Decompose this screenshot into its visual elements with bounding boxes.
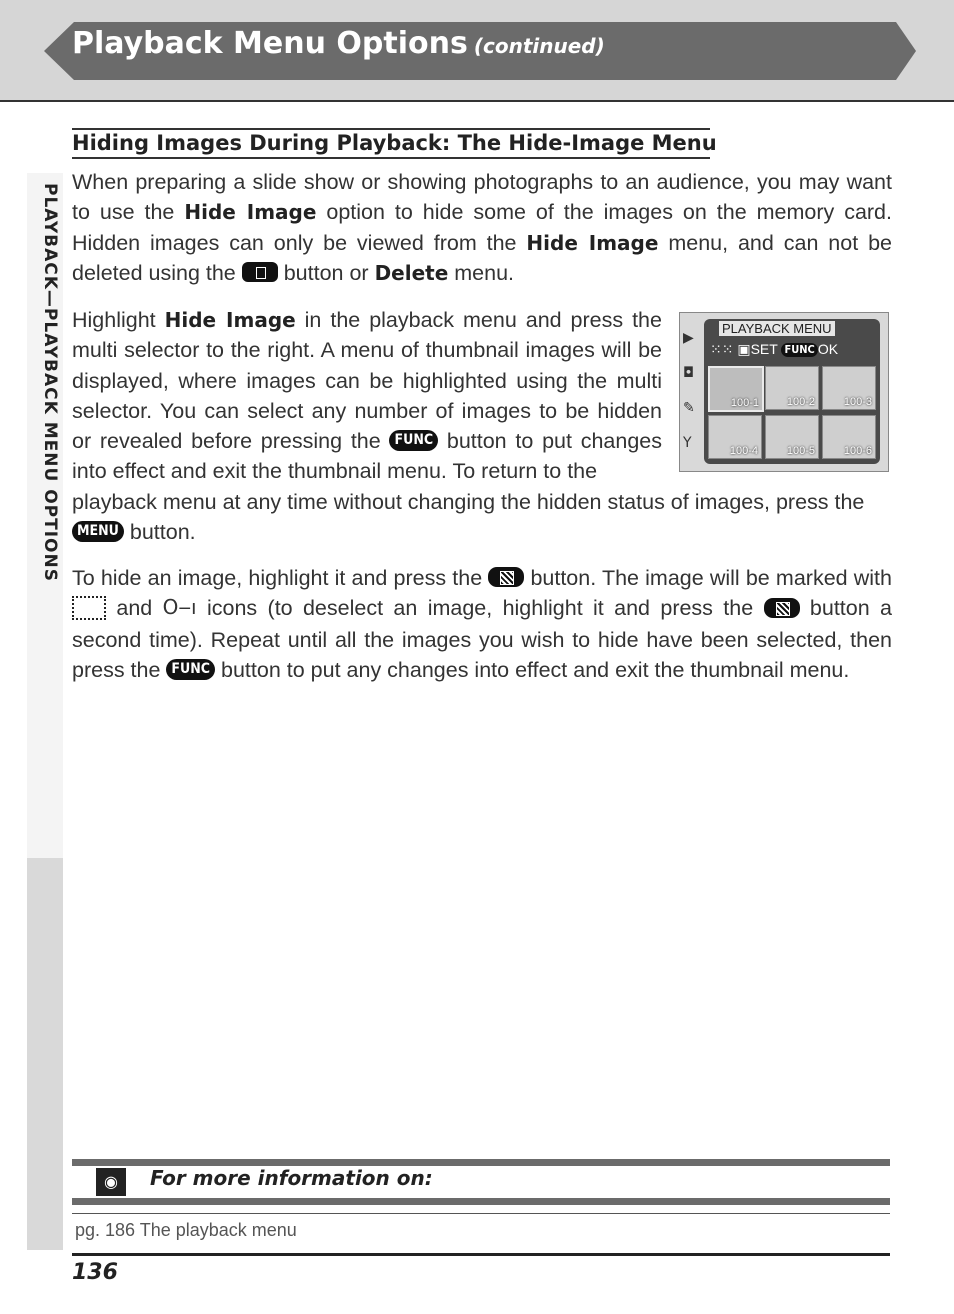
thumbnail-button-icon xyxy=(488,567,524,587)
thumbnail-5: 100-5 xyxy=(765,415,819,459)
title-continued: (continued) xyxy=(473,34,605,58)
func-button-icon: FUNC xyxy=(389,430,438,451)
page-number: 136 xyxy=(72,1260,118,1285)
header-rule xyxy=(0,100,954,102)
paragraph-highlight-cont: playback menu at any time without changing the hidden status of images, press the MENU button. xyxy=(72,490,865,545)
play-icon: ▶ xyxy=(683,330,694,346)
section-heading: Hiding Images During Playback: The Hide-Image Menu xyxy=(72,128,710,159)
func-button-icon: FUNC xyxy=(781,343,817,357)
func-button-icon: FUNC xyxy=(166,659,215,680)
reference-link: pg. 186 The playback menu xyxy=(75,1220,297,1240)
thumbnail-3: 100-3 xyxy=(822,366,876,410)
eye-icon: ◉ xyxy=(96,1168,126,1196)
pencil-icon: ✎ xyxy=(683,400,695,416)
thumbnail-4: 100-4 xyxy=(708,415,762,459)
more-info-rule xyxy=(72,1213,890,1214)
thumbnail-button-icon xyxy=(764,598,800,618)
paragraph-intro: When preparing a slide show or showing photographs to an audience, you may want to use the Hide Image option to hide some of the images on the memory card. Hidden images can only be viewed from the Hide Image menu, and can not be deleted using the button or Delete menu. xyxy=(72,170,892,285)
thumbnail-6: 100-6 xyxy=(822,415,876,459)
sidebar-label: PLAYBACK—PLAYBACK MENU OPTIONS xyxy=(40,183,60,582)
paragraph-highlight: Highlight Hide Image in the playback menu and press the multi selector to the right. A menu of thumbnail images will be displayed, where images can be highlighted using the multi selector. You can select any number of images to be hidden or revealed before pressing the FUNC button to put changes into effect and exit the thumbnail menu. To return to the xyxy=(72,308,663,484)
lcd-title: PLAYBACK MENU xyxy=(719,321,835,336)
more-info-label: For more information on: xyxy=(150,1166,433,1190)
trash-button-icon xyxy=(242,262,278,282)
thumbnail-button-icon: ▣ xyxy=(737,341,751,357)
hide-mark-icon xyxy=(72,596,106,620)
thumbnail-2: 100-2 xyxy=(765,366,819,410)
wrench-icon: Y xyxy=(683,435,692,451)
menu-button-icon: MENU xyxy=(72,521,124,542)
sidebar-lower xyxy=(27,868,63,1250)
footer-rule xyxy=(72,1253,890,1256)
protect-key-icon: O‒ı xyxy=(162,595,197,620)
paragraph-hide: To hide an image, highlight it and press the button. The image will be marked with and O‒ı icons (to deselect an image, highlight it and press the button a second time). Repeat until all the images you wish to hide have been selected, then press the FUNC button to put any changes into effect and exit the thumbnail menu. xyxy=(72,566,892,683)
camera-icon: ◘ xyxy=(683,365,695,381)
lcd-set-row: ⁙⁙ ▣SET FUNC OK xyxy=(710,341,839,357)
hide-mark-icon: ⁙⁙ xyxy=(710,341,734,357)
lcd-side-icons xyxy=(683,330,703,470)
page-title: Playback Menu Options (continued) xyxy=(72,26,605,61)
thumbnail-1: 100-1 xyxy=(708,366,764,412)
